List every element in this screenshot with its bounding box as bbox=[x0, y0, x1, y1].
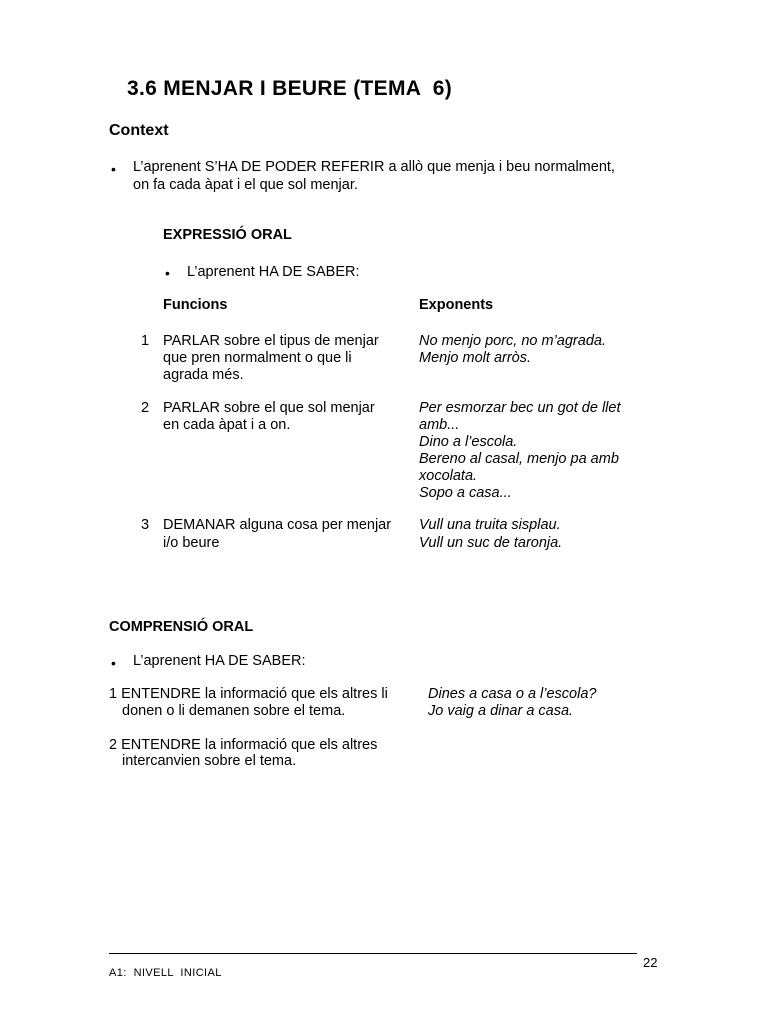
function-line: que pren normalment o que li bbox=[163, 350, 352, 366]
footer-level: A1: NIVELL INICIAL bbox=[109, 967, 222, 979]
comprensio-item1-line1: 1 ENTENDRE la informació que els altres li bbox=[109, 686, 388, 702]
bullet-icon: • bbox=[111, 655, 116, 671]
item-number: 1 bbox=[141, 333, 150, 349]
bullet-icon: • bbox=[111, 161, 116, 177]
function-line: agrada més. bbox=[163, 367, 244, 383]
item-number: 2 bbox=[141, 400, 150, 416]
footer-divider bbox=[109, 953, 637, 954]
exponent-line: Bereno al casal, menjo pa amb bbox=[419, 451, 619, 467]
exponent-line: amb... bbox=[419, 417, 460, 433]
exponent-line: xocolata. bbox=[419, 468, 478, 484]
exponent-line: Sopo a casa... bbox=[419, 485, 512, 501]
exponent-line: No menjo porc, no m’agrada. bbox=[419, 333, 606, 349]
function-line: PARLAR sobre el que sol menjar bbox=[163, 400, 375, 416]
exponent-line: Vull un suc de taronja. bbox=[419, 535, 563, 551]
col-exponents-header: Exponents bbox=[419, 297, 494, 313]
context-text-line1: L’aprenent S’HA DE PODER REFERIR a allò que menja i beu normalment, bbox=[133, 159, 615, 175]
comprensio-item2-line1: 2 ENTENDRE la informació que els altres bbox=[109, 737, 378, 753]
bullet-icon: • bbox=[165, 265, 170, 281]
item-number: 3 bbox=[141, 517, 150, 533]
exponent-line: Dino a l’escola. bbox=[419, 434, 518, 450]
context-heading: Context bbox=[109, 122, 169, 139]
function-line: DEMANAR alguna cosa per menjar bbox=[163, 517, 392, 533]
expressio-heading: EXPRESSIÓ ORAL bbox=[163, 227, 292, 243]
comprensio-item1-line2: donen o li demanen sobre el tema. bbox=[122, 703, 346, 719]
context-text-line2: on fa cada àpat i el que sol menjar. bbox=[133, 177, 358, 193]
exponent-line: Vull una truita sisplau. bbox=[419, 517, 561, 533]
comprensio-heading: COMPRENSIÓ ORAL bbox=[109, 619, 254, 635]
comprensio-bullet-text: L’aprenent HA DE SABER: bbox=[133, 653, 306, 669]
page-title: 3.6 MENJAR I BEURE (TEMA 6) bbox=[127, 77, 452, 100]
comprensio-exponent-line: Dines a casa o a l’escola? bbox=[428, 686, 597, 702]
exponent-line: Menjo molt arròs. bbox=[419, 350, 532, 366]
page-number: 22 bbox=[643, 955, 658, 970]
comprensio-exponent-line: Jo vaig a dinar a casa. bbox=[428, 703, 574, 719]
expressio-bullet-text: L’aprenent HA DE SABER: bbox=[187, 264, 360, 280]
comprensio-item2-line2: intercanvien sobre el tema. bbox=[122, 753, 297, 769]
function-line: en cada àpat i a on. bbox=[163, 417, 291, 433]
function-line: PARLAR sobre el tipus de menjar bbox=[163, 333, 379, 349]
col-funcions-header: Funcions bbox=[163, 297, 228, 313]
exponent-line: Per esmorzar bec un got de llet bbox=[419, 400, 621, 416]
function-line: i/o beure bbox=[163, 535, 220, 551]
